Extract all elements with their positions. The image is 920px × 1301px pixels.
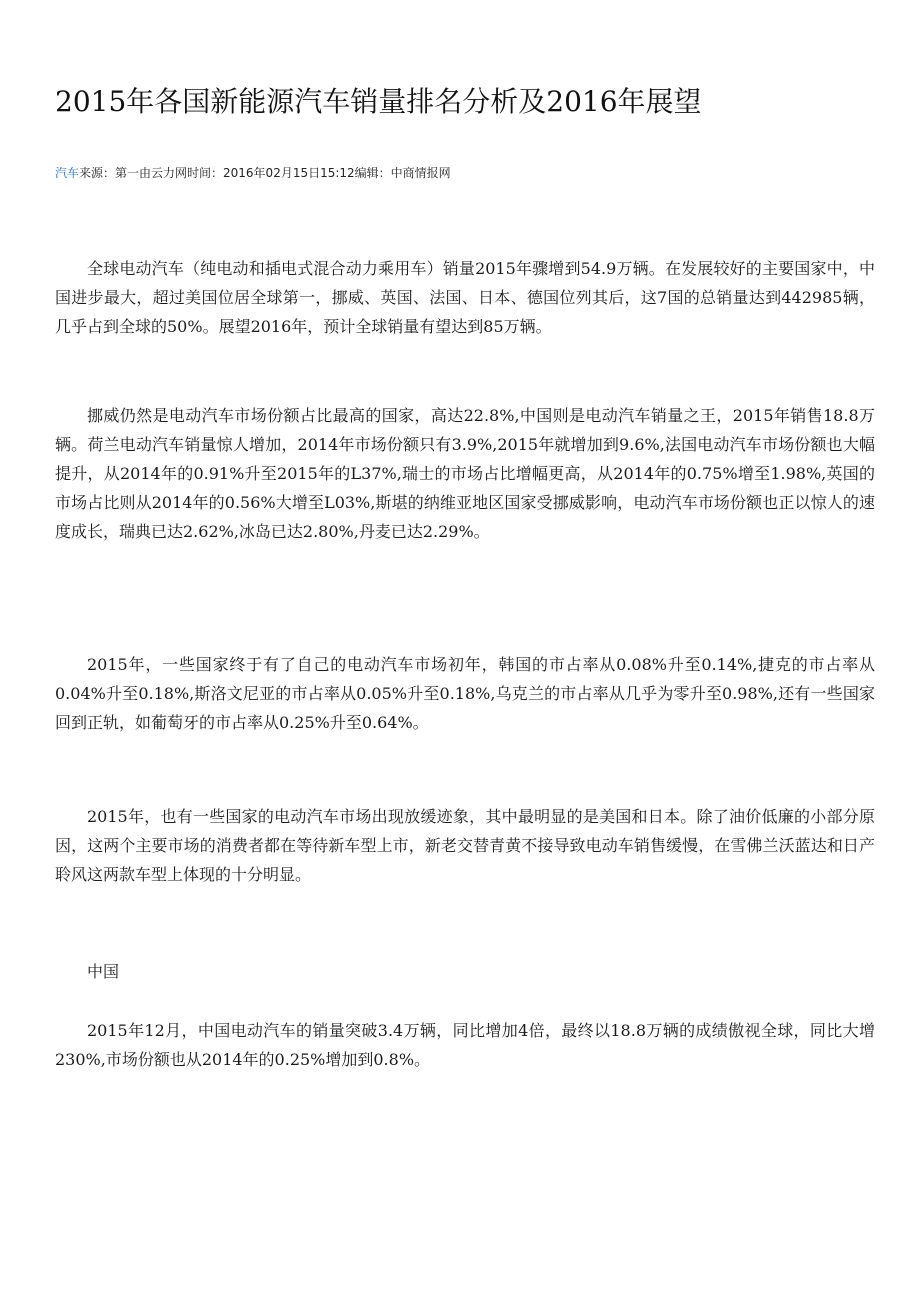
paragraph-china: 2015年12月，中国电动汽车的销量突破3.4万辆，同比增加4倍，最终以18.8万辆的成绩傲视全球，同比大增230%,市场份额也从2014年的0.25%增加到0.8%。: [55, 1021, 875, 1069]
paragraph-global-sales: 全球电动汽车（纯电动和插电式混合动力乘用车）销量2015年骤增到54.9万辆。在发展较好的主要国家中，中国进步最大，超过美国位居全球第一，挪威、英国、法国、日本、德国位列其后，这7国的总销量达到442985辆，几乎占到全球的50%。展望2016年，预计全球销量有望达到85万辆。: [55, 259, 875, 336]
article-meta: [55, 164, 451, 181]
paragraph-market-share: 挪威仍然是电动汽车市场份额占比最高的国家，高达22.8%,中国则是电动汽车销量之王，2015年销售18.8万辆。荷兰电动汽车销量惊人增加，2014年市场份额只有3.9%,2015年就增加到9.6%,法国电动汽车市场份额也大幅提升，从2014年的0.91%升至2015年的L37%,瑞士的市场占比增幅更高，从2014年的0.75%增至1.98%,英国的市场占比则从2014年的0.56%大增至L03%,斯堪的纳维亚地区国家受挪威影响，电动汽车市场份额也正以惊人的速度成长，瑞典已达2.62%,冰岛已达2.80%,丹麦已达2.29%。: [55, 406, 875, 541]
paragraph-slowdown: 2015年，也有一些国家的电动汽车市场出现放缓迹象，其中最明显的是美国和日本。除了油价低廉的小部分原因，这两个主要市场的消费者都在等待新车型上市，新老交替青黄不接导致电动车销售缓慢，在雪佛兰沃蓝达和日产聆风这两款车型上体现的十分明显。: [55, 807, 875, 884]
paragraph-new-markets: 2015年，一些国家终于有了自己的电动汽车市场初年，韩国的市占率从0.08%升至0.14%,捷克的市占率从0.04%升至0.18%,斯洛文尼亚的市占率从0.05%升至0.18%,乌克兰的市占率从几乎为零升至0.98%,还有一些国家回到正轨，如葡萄牙的市占率从0.25%升至0.64%。: [55, 655, 875, 732]
category-link[interactable]: 汽车: [55, 166, 80, 180]
meta-info: 来源：第一由云力网时间：2016年02月15日15:12编辑：中商情报网: [79, 166, 451, 180]
section-heading-china: 中国: [87, 962, 120, 981]
article-title: 2015年各国新能源汽车销量排名分析及2016年展望: [55, 85, 702, 118]
